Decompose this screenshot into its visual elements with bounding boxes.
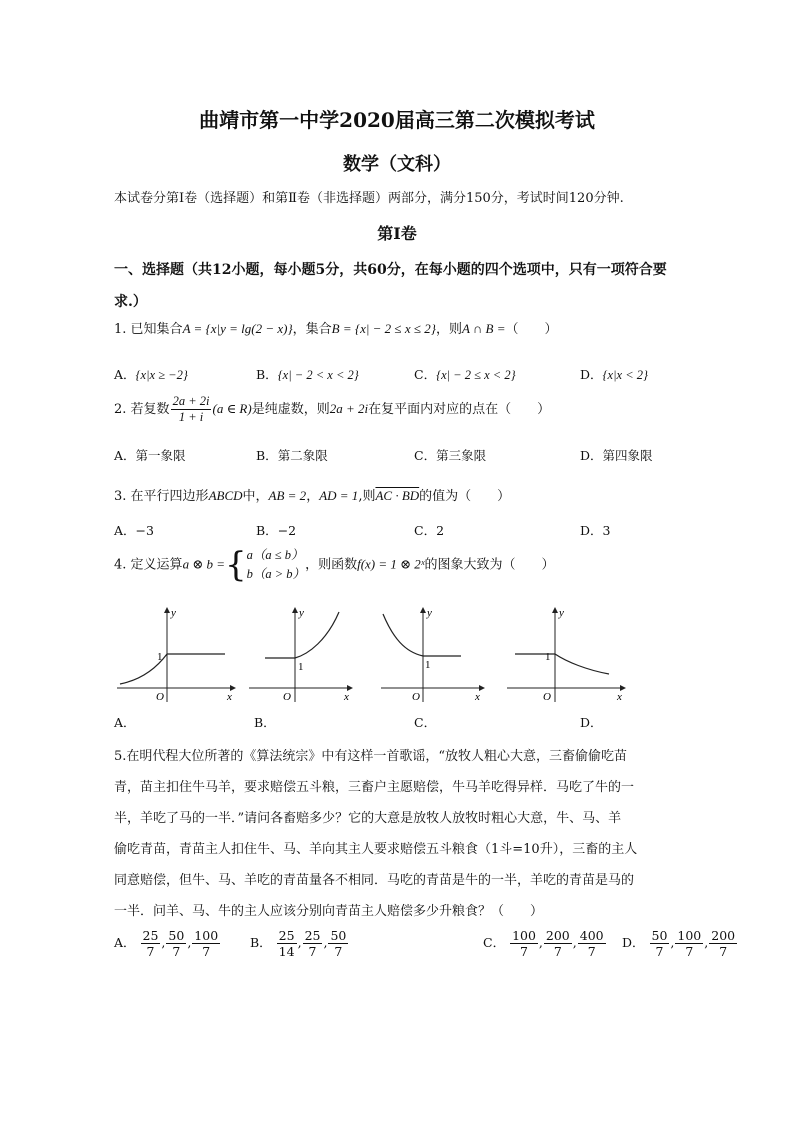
section-heading-line2: 求.） <box>114 294 147 310</box>
q2-option-c[interactable]: C．第三象限 <box>414 448 487 463</box>
math-set-b: B = {x| − 2 ≤ x ≤ 2} <box>331 321 436 336</box>
math-expr: A ∩ B = <box>461 321 506 336</box>
page-title: 曲靖市第一中学2020届高三第二次模拟考试 <box>199 108 595 132</box>
q2-option-b[interactable]: B．第二象限 <box>256 448 328 463</box>
math-ab: AB = 2 <box>268 488 307 503</box>
page-subtitle: 数学（文科） <box>343 154 451 175</box>
q2-option-a[interactable]: A．第一象限 <box>114 448 186 463</box>
piecewise-cases: a（a ≤ b） b（a > b） <box>246 548 306 581</box>
svg-text:y: y <box>299 607 304 619</box>
svg-text:y: y <box>559 607 564 619</box>
svg-text:x: x <box>227 691 232 703</box>
question-5-line: 青，苗主扣住牛马羊，要求赔偿五斗粮，三畜户主愿赔偿，牛马羊吃得异样．马吃了牛的一 <box>114 780 635 795</box>
question-text: ，则函数 <box>305 557 358 573</box>
svg-text:1: 1 <box>425 659 431 671</box>
question-text: 的值为（ ） <box>419 489 511 504</box>
question-number: 4. <box>114 557 127 573</box>
q4-option-d[interactable]: D． <box>580 715 603 730</box>
question-text: 是纯虚数，则 <box>251 402 330 417</box>
question-text: 的图象大致为（ ） <box>424 557 555 573</box>
q1-option-c[interactable]: C．{x| − 2 ≤ x < 2} <box>414 367 516 382</box>
svg-text:y: y <box>427 607 432 619</box>
question-text: ，则 <box>435 322 462 337</box>
question-5-line: 偷吃青苗，青苗主人扣住牛、马、羊向其主人要求赔偿五斗粮食（1斗=10升），三畜的主人 <box>114 842 638 857</box>
brace: { <box>224 545 247 585</box>
svg-text:1: 1 <box>298 661 304 673</box>
math-func: f(x) = 1 ⊗ 2ˣ <box>357 556 425 572</box>
question-text: ,则 <box>358 489 376 504</box>
fraction: $\frac{2a + 2i}{1 + i}$ <box>172 394 210 424</box>
math-vector-product: AC · BD <box>375 488 420 503</box>
math-op: a ⊗ b = <box>182 556 225 572</box>
svg-text:O: O <box>412 691 420 703</box>
graph-d[interactable] <box>505 604 635 704</box>
question-3 <box>114 485 510 504</box>
question-5-line: 同意赔偿，但牛、马、羊吃的青苗量各不相同．马吃的青苗是牛的一半，羊吃的青苗是马的 <box>114 873 635 888</box>
q5-option-a[interactable]: A． $\frac{25}{7}$ , $\frac{50}{7}$ , $\frac{100}{7}$ <box>114 928 219 959</box>
math-set-a: A = {x|y = lg(2 − x)} <box>182 321 293 336</box>
question-text: ， <box>306 489 320 504</box>
question-1 <box>114 318 558 337</box>
question-text: 中， <box>242 489 269 504</box>
svg-text:O: O <box>283 691 291 703</box>
graph-c[interactable] <box>379 604 509 704</box>
question-number: 1. <box>114 322 127 337</box>
q4-option-a[interactable]: A． <box>114 715 136 730</box>
question-5-line: 半，羊吃了马的一半．”请问各畜赔多少？它的大意是放牧人放牧时粗心大意，牛、马、羊 <box>114 811 622 826</box>
svg-text:1: 1 <box>157 651 163 663</box>
question-text: ，集合 <box>292 322 332 337</box>
q4-option-b[interactable]: B． <box>254 715 276 730</box>
question-5-line: 5.在明代程大位所著的《算法统宗》中有这样一首歌谣，“放牧人粗心大意，三畜偷偷吃苗 <box>114 749 628 764</box>
q1-option-d[interactable]: D．{x|x < 2} <box>580 367 648 382</box>
svg-text:y: y <box>171 607 176 619</box>
q4-option-c[interactable]: C． <box>414 715 437 730</box>
q1-option-a[interactable]: A．{x|x ≥ −2} <box>114 367 188 382</box>
svg-text:x: x <box>475 691 480 703</box>
q5-option-b[interactable]: B． $\frac{25}{14}$ , $\frac{25}{7}$ , $\frac{50}{7}$ <box>250 928 347 959</box>
section-heading-line1: 一、选择题（共12小题，每小题5分，共60分，在每小题的四个选项中，只有一项符合要 <box>114 262 667 278</box>
svg-text:O: O <box>543 691 551 703</box>
q3-option-d[interactable]: D．3 <box>580 523 611 538</box>
volume-heading: 第Ⅰ卷 <box>377 224 417 243</box>
svg-text:O: O <box>156 691 164 703</box>
svg-text:x: x <box>344 691 349 703</box>
svg-text:1: 1 <box>545 651 551 663</box>
math-ad: AD = 1 <box>319 488 359 503</box>
question-4 <box>114 546 554 584</box>
graph-a[interactable] <box>115 604 245 704</box>
q1-option-b[interactable]: B．{x| − 2 < x < 2} <box>256 367 359 382</box>
svg-text:x: x <box>617 691 622 703</box>
q3-option-b[interactable]: B．−2 <box>256 523 297 538</box>
q5-option-c[interactable]: C． $\frac{100}{7}$ , $\frac{200}{7}$ , $\frac{400}{7}$ <box>483 928 604 959</box>
question-number: 3. <box>114 489 127 504</box>
math-cond: (a ∈ R) <box>212 401 252 416</box>
question-text: 已知集合 <box>130 322 183 337</box>
question-text: 在平行四边形 <box>130 489 209 504</box>
question-text: 定义运算 <box>130 557 183 573</box>
question-text: 若复数 <box>130 402 170 417</box>
question-text: 在复平面内对应的点在（ ） <box>368 402 551 417</box>
q5-option-d[interactable]: D． $\frac{50}{7}$ , $\frac{100}{7}$ , $\frac{200}{7}$ <box>622 928 736 959</box>
answer-bracket: （ ） <box>505 322 558 337</box>
math-shape: ABCD <box>208 488 243 503</box>
q2-option-d[interactable]: D．第四象限 <box>580 448 653 463</box>
q3-option-c[interactable]: C．2 <box>414 523 445 538</box>
math-expr: 2a + 2i <box>329 401 369 416</box>
question-number: 2. <box>114 402 127 417</box>
question-5-line: 一半．问羊、马、牛的主人应该分别向青苗主人赔偿多少升粮食？（ ） <box>114 904 544 919</box>
exam-intro: 本试卷分第Ⅰ卷（选择题）和第Ⅱ卷（非选择题）两部分，满分150分，考试时间120分钟. <box>114 191 624 206</box>
graph-b[interactable] <box>247 604 377 704</box>
question-2 <box>114 394 550 425</box>
q3-option-a[interactable]: A．−3 <box>114 523 154 538</box>
